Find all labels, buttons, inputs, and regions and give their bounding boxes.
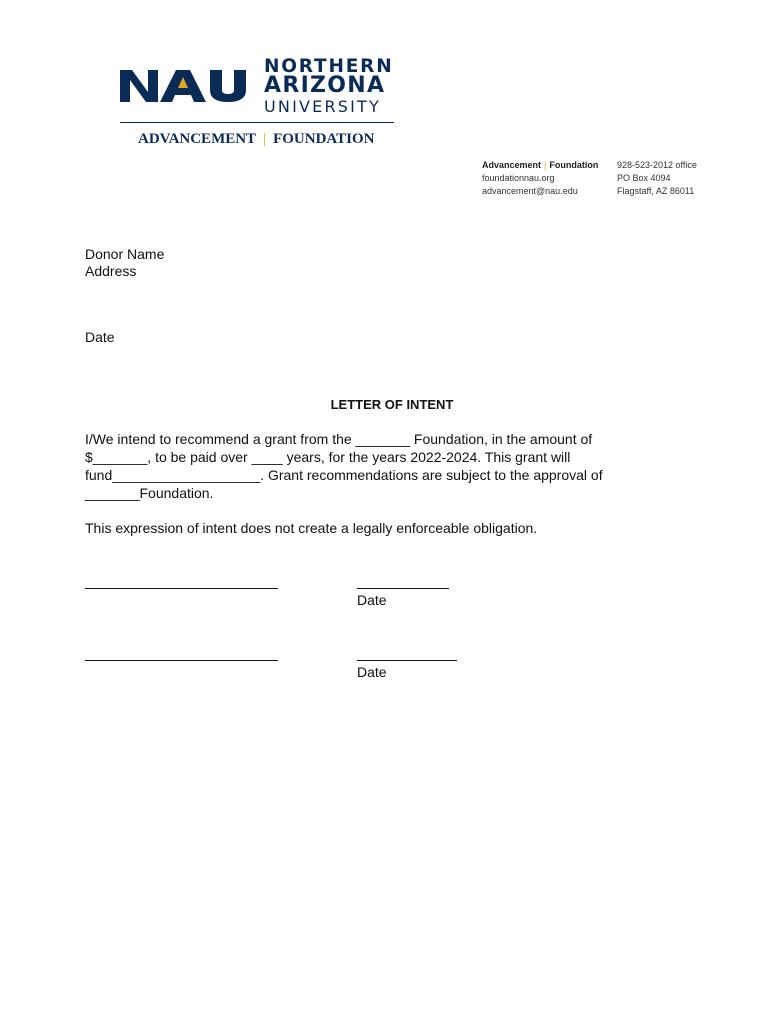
signature-date-line [357, 588, 449, 589]
signature-line [85, 660, 278, 661]
signature-line [85, 588, 278, 589]
nau-logo [118, 64, 254, 108]
contact-heading-foundation: Foundation [549, 160, 599, 170]
department-foundation: FOUNDATION [273, 131, 375, 147]
contact-heading-divider: | [544, 160, 547, 170]
contact-heading [482, 159, 598, 172]
university-name-line-1: NORTHERN [264, 56, 394, 77]
signature-date-line [357, 660, 457, 661]
department-line [138, 131, 374, 148]
intent-paragraph-line: _______Foundation. [85, 485, 214, 501]
contact-website: foundationnau.org [482, 173, 555, 183]
contact-city: Flagstaff, AZ 86011 [617, 186, 695, 196]
department-divider: | [263, 131, 267, 147]
contact-heading-advancement: Advancement [482, 160, 542, 170]
letter-date: Date [85, 329, 115, 345]
disclaimer-paragraph: This expression of intent does not create a legally enforceable obligation. [85, 520, 538, 536]
intent-paragraph [85, 430, 603, 502]
intent-paragraph-line: I/We intend to recommend a grant from the _______ Foundation, in the amount of [85, 431, 593, 447]
contact-block-left [482, 159, 598, 198]
university-name-line-2: ARIZONA [264, 73, 386, 98]
contact-phone: 928-523-2012 office [617, 160, 697, 170]
donor-address: Address [85, 263, 137, 279]
letter-title: LETTER OF INTENT [330, 397, 454, 412]
signature-date-label: Date [357, 664, 387, 680]
university-name-line-3: UNIVERSITY [264, 97, 381, 116]
intent-paragraph-line: $_______, to be paid over ____ years, for the years 2022-2024. This grant will [85, 449, 571, 465]
nau-logo-mark-icon [118, 64, 254, 108]
intent-paragraph-line: fund___________________. Grant recommendations are subject to the approval of [85, 467, 603, 483]
department-advancement: ADVANCEMENT [138, 131, 257, 147]
contact-po-box: PO Box 4094 [617, 173, 671, 183]
logo-divider [120, 122, 394, 123]
contact-block-right [617, 159, 697, 198]
contact-email: advancement@nau.edu [482, 186, 578, 196]
signature-date-label: Date [357, 592, 387, 608]
donor-name: Donor Name [85, 246, 165, 262]
